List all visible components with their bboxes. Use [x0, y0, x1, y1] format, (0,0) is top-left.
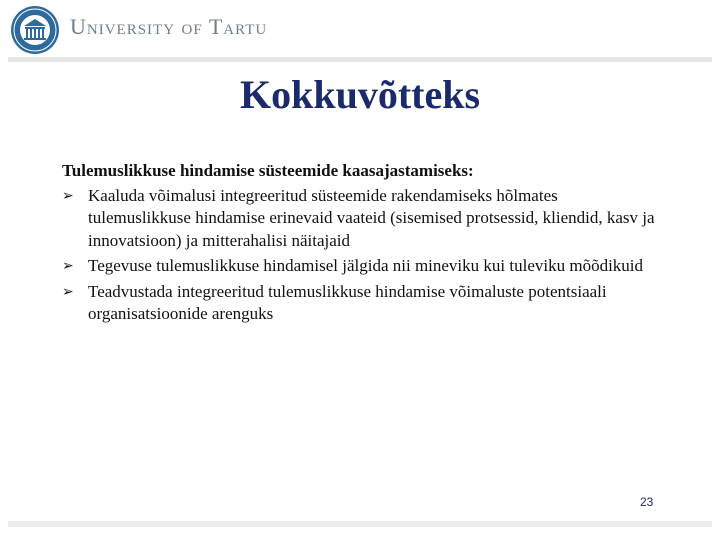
- footer-divider: [8, 521, 712, 527]
- arrow-right-icon: ➢: [62, 258, 74, 274]
- header-divider: [8, 57, 712, 62]
- page-number: 23: [640, 495, 654, 509]
- bullet-text: Teadvustada integreeritud tulemuslikkuse hindamise võimaluste potentsiaali organisatsioonide arenguks: [88, 281, 607, 323]
- university-seal-icon: [10, 5, 60, 55]
- bullet-text: Kaaluda võimalusi integreeritud süsteemide rakendamiseks hõlmates tulemuslikkuse hindamise erinevaid vaateid (sisemised protsessid, kliendid, kasv ja innovatsioon) ja mitterahalisi näitajaid: [88, 185, 655, 250]
- list-item: [62, 255, 662, 278]
- bullet-text: Tegevuse tulemuslikkuse hindamisel jälgida nii mineviku kui tuleviku mõõdikuid: [88, 256, 644, 275]
- arrow-right-icon: ➢: [62, 187, 74, 204]
- slide-content: [62, 160, 662, 329]
- list-item: [62, 281, 662, 326]
- list-item: [62, 185, 662, 253]
- university-name: University of Tartu: [70, 14, 268, 39]
- bullet-list: [62, 185, 662, 326]
- arrow-right-icon: ➢: [62, 283, 74, 300]
- lead-heading: Tulemuslikkuse hindamise süsteemide kaasajastamiseks:: [62, 161, 474, 180]
- slide-header: [0, 0, 720, 62]
- slide-title: Kokkuvõtteks: [239, 72, 481, 117]
